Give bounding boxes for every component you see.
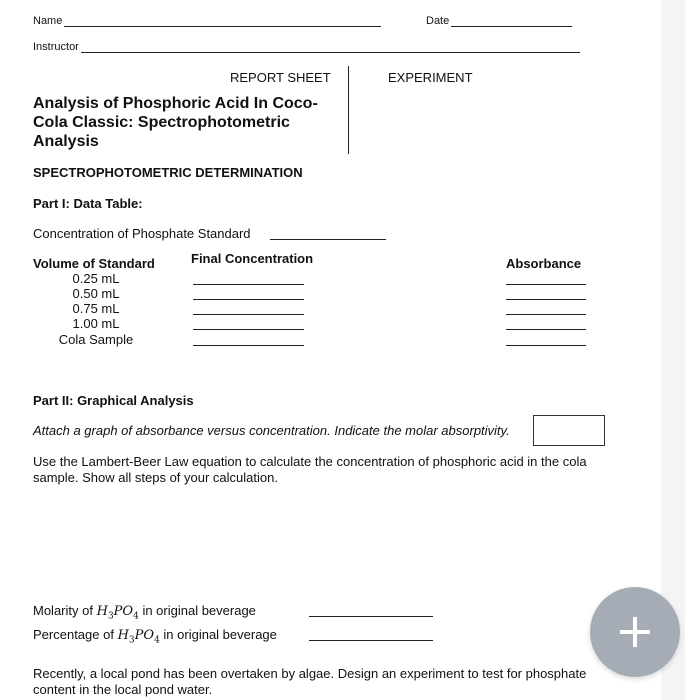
spectro-heading: SPECTROPHOTOMETRIC DETERMINATION	[33, 165, 303, 180]
percentage-prefix: Percentage of	[33, 627, 114, 642]
absorbance-field[interactable]	[506, 284, 586, 285]
concentration-label: Concentration of Phosphate Standard	[33, 226, 251, 241]
experiment-label: EXPERIMENT	[388, 70, 473, 85]
row-label: 0.50 mL	[72, 286, 120, 301]
absorbance-field[interactable]	[506, 345, 586, 346]
formula-h-sub: 3	[128, 635, 135, 646]
molarity-prefix: Molarity of	[33, 603, 93, 618]
final-conc-field[interactable]	[193, 299, 304, 300]
absorbance-field[interactable]	[506, 329, 586, 330]
col-final-header: Final Concentration	[191, 251, 314, 266]
formula-h: H	[117, 628, 129, 643]
add-button[interactable]	[590, 587, 680, 677]
formula-h-sub: 3	[107, 611, 114, 622]
row-label: 0.25 mL	[72, 271, 120, 286]
percentage-label	[33, 627, 277, 646]
final-conc-field[interactable]	[193, 345, 304, 346]
instructor-field[interactable]	[81, 52, 580, 53]
h3po4-formula	[96, 604, 139, 622]
row-label: 0.75 mL	[72, 301, 120, 316]
lambert-beer-instruction: Use the Lambert-Beer Law equation to calculate the concentration of phosphoric acid in the cola sample. Show all steps of your calculation.	[33, 454, 587, 485]
col-volume-header: Volume of Standard	[33, 256, 155, 271]
absorbance-field[interactable]	[506, 314, 586, 315]
part2-heading: Part II: Graphical Analysis	[33, 393, 194, 408]
col-absorbance-header: Absorbance	[506, 256, 582, 271]
report-sheet-label: REPORT SHEET	[230, 70, 331, 85]
header-divider	[348, 66, 349, 154]
date-label: Date	[426, 15, 450, 27]
final-conc-field[interactable]	[193, 314, 304, 315]
percentage-field[interactable]	[309, 640, 433, 641]
molarity-label	[33, 603, 256, 622]
formula-po-sub: 4	[133, 611, 139, 622]
formula-po: PO	[134, 628, 155, 643]
date-field[interactable]	[451, 26, 572, 27]
attach-graph-instruction: Attach a graph of absorbance versus concentration. Indicate the molar absorptivity.	[33, 423, 510, 438]
molar-absorptivity-box[interactable]	[533, 415, 605, 446]
formula-h: H	[96, 604, 108, 619]
molarity-field[interactable]	[309, 616, 433, 617]
name-field[interactable]	[64, 26, 381, 27]
h3po4-formula	[117, 628, 160, 646]
percentage-suffix: in original beverage	[163, 627, 277, 642]
name-label: Name	[33, 15, 63, 27]
instructor-label: Instructor	[33, 41, 79, 53]
final-conc-field[interactable]	[193, 329, 304, 330]
report-title: Analysis of Phosphoric Acid In Coco-Cola Classic: Spectrophotometric Analysis	[33, 95, 318, 150]
formula-po: PO	[113, 604, 134, 619]
part1-heading: Part I: Data Table:	[33, 196, 143, 211]
absorbance-field[interactable]	[506, 299, 586, 300]
page-edge-strip	[661, 0, 685, 700]
algae-experiment-prompt: Recently, a local pond has been overtaken by algae. Design an experiment to test for phosphate content in the local pond water.	[33, 666, 587, 697]
molarity-suffix: in original beverage	[142, 603, 256, 618]
formula-po-sub: 4	[154, 635, 160, 646]
row-label: Cola Sample	[58, 332, 134, 347]
concentration-field[interactable]	[270, 239, 386, 240]
row-label: 1.00 mL	[72, 316, 120, 331]
final-conc-field[interactable]	[193, 284, 304, 285]
